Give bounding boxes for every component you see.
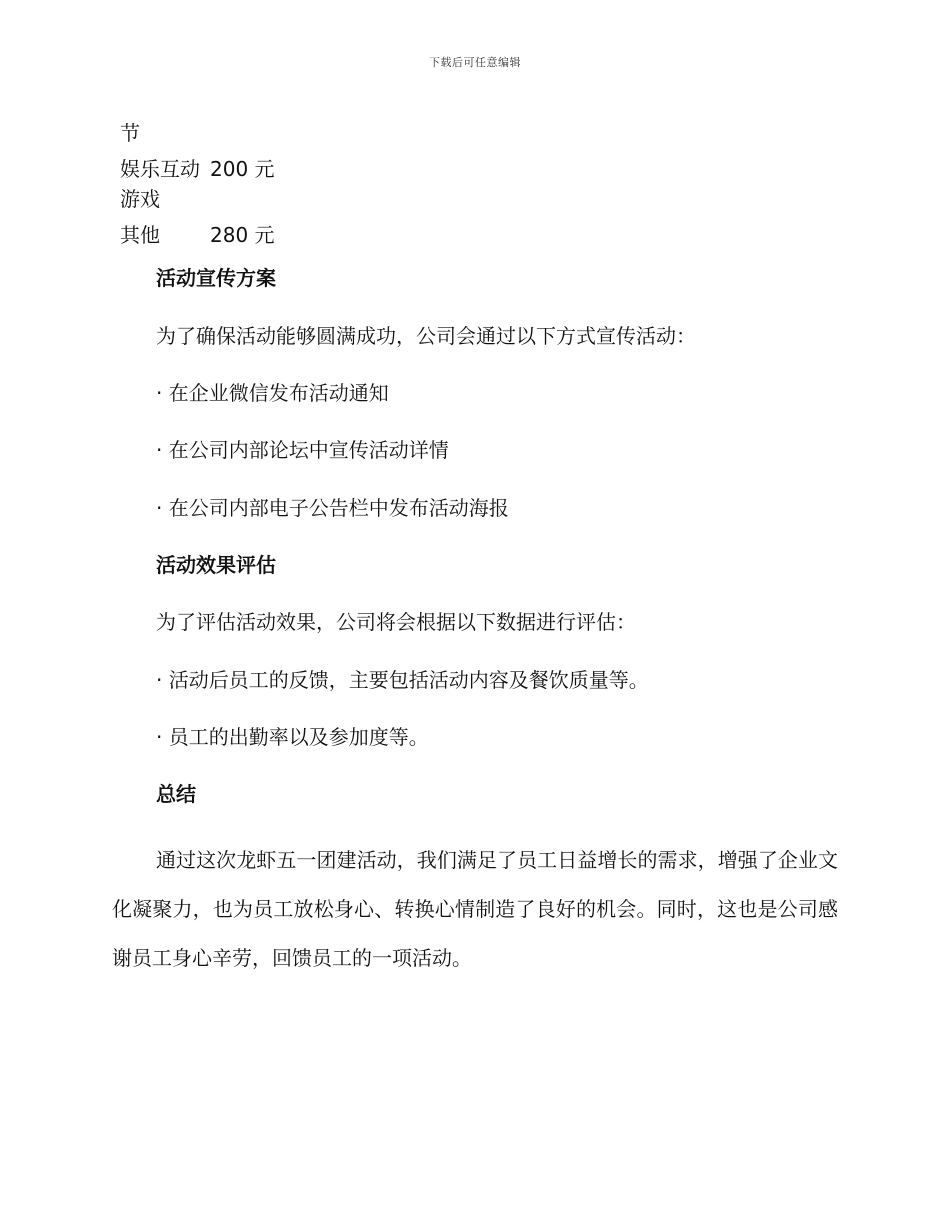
- evaluation-bullet: · 员工的出勤率以及参加度等。: [156, 725, 429, 749]
- evaluation-intro: 为了评估活动效果，公司将会根据以下数据进行评估：: [156, 610, 636, 634]
- promotion-intro: 为了确保活动能够圆满成功，公司会通过以下方式宣传活动：: [156, 324, 696, 348]
- budget-item: 节: [120, 121, 140, 145]
- evaluation-bullet: · 活动后员工的反馈，主要包括活动内容及餐饮质量等。: [156, 668, 649, 692]
- budget-item: 其他: [120, 223, 160, 247]
- promotion-bullet: · 在公司内部电子公告栏中发布活动海报: [156, 496, 509, 520]
- budget-row: [120, 154, 275, 214]
- budget-amount: 280 元: [210, 223, 275, 247]
- summary-paragraph: 通过这次龙虾五一团建活动，我们满足了员工日益增长的需求，增强了企业文化凝聚力，也为员工放松身心、转换心情制造了良好的机会。同时，这也是公司感谢员工身心辛劳，回馈员工的一项活动。: [112, 848, 838, 970]
- header-note: 下载后可任意编辑: [429, 56, 521, 69]
- budget-amount: 200 元: [210, 157, 275, 181]
- budget-item: 娱乐互动游戏: [120, 157, 200, 211]
- promotion-bullet: · 在公司内部论坛中宣传活动详情: [156, 438, 449, 462]
- promotion-bullet: · 在企业微信发布活动通知: [156, 381, 389, 405]
- budget-table: [120, 118, 275, 250]
- evaluation-heading: 活动效果评估: [156, 553, 276, 577]
- budget-row: [120, 118, 275, 148]
- promotion-heading: 活动宣传方案: [156, 266, 276, 290]
- budget-row: [120, 220, 275, 250]
- summary-heading: 总结: [156, 782, 196, 806]
